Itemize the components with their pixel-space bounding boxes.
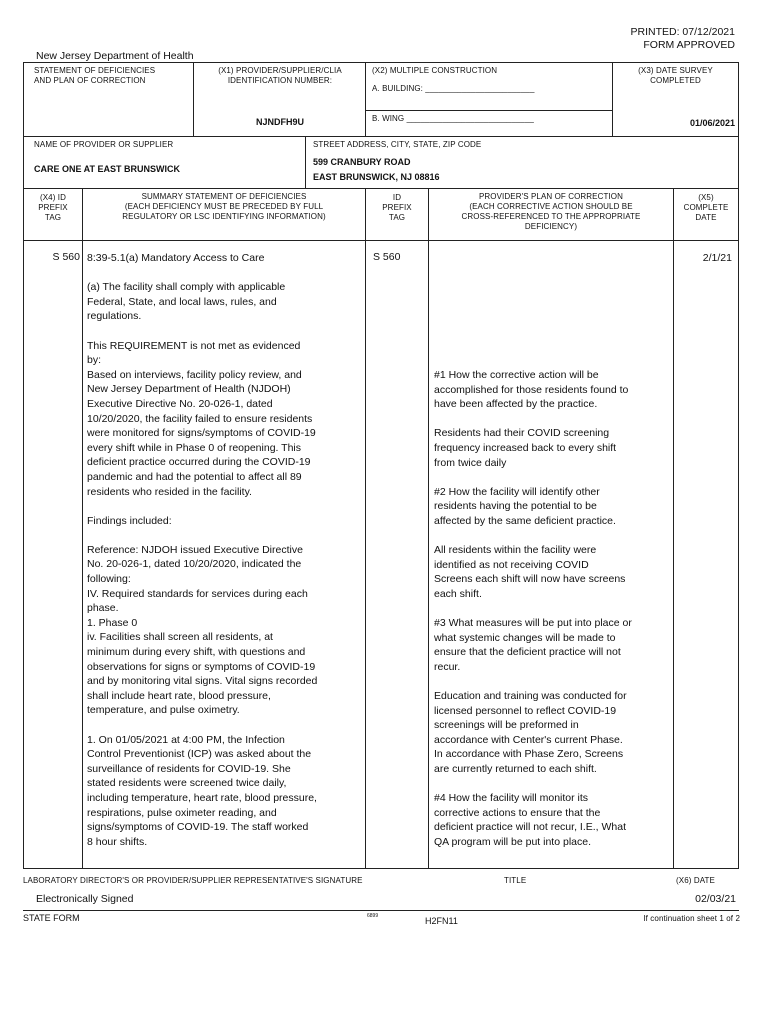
summary-line: 10/20/2020, the facility failed to ensure residents — [87, 412, 313, 425]
x1-label: (X1) PROVIDER/SUPPLIER/CLIA IDENTIFICATION NUMBER: — [218, 66, 342, 85]
plan-line: frequency increased back to every shift — [434, 441, 617, 454]
plan-line: QA program will be put into place. — [434, 836, 591, 848]
form-code: 6899 — [367, 913, 379, 919]
summary-line: every shift while in Phase 0 of reopening. This — [87, 441, 302, 454]
plan-line: #2 How the facility will identify other — [434, 485, 600, 498]
summary-line: respirations, pulse oximeter reading, and — [87, 806, 277, 819]
date-label: (X6) DATE — [676, 876, 715, 885]
summary-line: Based on interviews, facility policy review, and — [87, 368, 302, 381]
statement-label: STATEMENT OF DEFICIENCIES AND PLAN OF CORRECTION — [34, 66, 156, 85]
address-label: STREET ADDRESS, CITY, STATE, ZIP CODE — [313, 140, 482, 149]
plan-line: corrective actions to ensure that the — [434, 806, 601, 819]
form-status: FORM APPROVED — [643, 39, 735, 51]
plan-line: Residents had their COVID screening — [434, 427, 610, 440]
plan-line: recur. — [434, 660, 461, 673]
summary-header: SUMMARY STATEMENT OF DEFICIENCIES (EACH DEFICIENCY MUST BE PRECEDED BY FULL REGULATORY OR LSC IDENTIFYING INFORMATION) — [122, 192, 326, 221]
summary-line: stated residents were screened twice daily, — [87, 777, 287, 790]
summary-line: pandemic and had the potential to affect all 89 — [87, 470, 302, 483]
continuation-note: If continuation sheet 1 of 2 — [643, 914, 740, 923]
plan-line: are currently returned to each shift. — [434, 763, 597, 776]
summary-line: by: — [87, 354, 102, 367]
printed-date: PRINTED: 07/12/2021 — [630, 26, 735, 38]
summary-line: phase. — [87, 602, 119, 615]
summary-line: 1. Phase 0 — [87, 616, 138, 629]
summary-line: deficient practice occurred during the COVID-19 — [87, 456, 311, 469]
plan-line: All residents within the facility were — [434, 544, 597, 557]
summary-line: Executive Directive No. 20-026-1, dated — [87, 397, 273, 410]
summary-line: IV. Required standards for services during each — [87, 587, 308, 600]
plan-line: Screens each shift will now have screens — [434, 573, 626, 586]
tag-right: S 560 — [373, 251, 401, 263]
signature-date: 02/03/21 — [695, 893, 736, 905]
plan-line: accordance with Center's current Phase. — [434, 733, 623, 746]
plan-header: PROVIDER'S PLAN OF CORRECTION (EACH CORRECTIVE ACTION SHOULD BE CROSS-REFERENCED TO THE APPROPRIATE DEFICIENCY) — [461, 192, 641, 231]
title-label: TITLE — [504, 876, 527, 885]
summary-line: were monitored for signs/symptoms of COVID-19 — [87, 427, 316, 440]
plan-line: identified as not receiving COVID — [434, 558, 589, 571]
summary-line: temperature, and pulse oximetry. — [87, 704, 240, 717]
summary-line: Federal, State, and local laws, rules, and — [87, 295, 277, 308]
complete-date: 2/1/21 — [702, 252, 732, 264]
plan-line: have been affected by the practice. — [434, 398, 598, 411]
agency-name: New Jersey Department of Health — [36, 50, 194, 62]
summary-line: and by monitoring vital signs. Vital signs recorded — [87, 675, 318, 688]
plan-line: each shift. — [434, 587, 482, 600]
plan-line: accomplished for those residents found to — [434, 383, 629, 396]
address-line2: EAST BRUNSWICK, NJ 08816 — [313, 172, 440, 182]
plan-line: deficient practice will not recur, I.E., What — [434, 821, 626, 834]
summary-line: shall include heart rate, blood pressure, — [87, 689, 271, 702]
summary-line: residents who resided in the facility. — [87, 485, 252, 498]
x5-header: (X5) COMPLETE DATE — [683, 193, 729, 222]
plan-line: screenings will be preformed in — [434, 719, 579, 732]
summary-line: New Jersey Department of Health (NJDOH) — [87, 383, 291, 396]
x3-label: (X3) DATE SURVEY COMPLETED — [638, 66, 713, 85]
provider-name: CARE ONE AT EAST BRUNSWICK — [34, 164, 180, 174]
summary-line: 1. On 01/05/2021 at 4:00 PM, the Infection — [87, 733, 285, 746]
summary-text — [87, 251, 363, 849]
plan-line: Education and training was conducted for — [434, 690, 627, 703]
plan-text — [434, 368, 672, 850]
wing-field: B. WING ____________________________ — [372, 114, 534, 123]
summary-line: observations for signs or symptoms of COVID-19 — [87, 660, 316, 673]
summary-line: Reference: NJDOH issued Executive Directive — [87, 543, 303, 556]
summary-line: 8:39-5.1(a) Mandatory Access to Care — [87, 252, 265, 264]
plan-line: #4 How the facility will monitor its — [434, 792, 589, 805]
summary-line: including temperature, heart rate, blood pressure, — [87, 791, 317, 804]
building-field: A. BUILDING: ________________________ — [372, 84, 535, 93]
id-header: ID PREFIX TAG — [382, 193, 412, 222]
plan-line: licensed personnel to reflect COVID-19 — [434, 704, 617, 717]
plan-line: #3 What measures will be put into place or — [434, 617, 632, 630]
summary-line: 8 hour shifts. — [87, 835, 148, 848]
summary-line: No. 20-026-1, dated 10/20/2020, indicated the — [87, 558, 302, 571]
plan-line: In accordance with Phase Zero, Screens — [434, 748, 624, 761]
summary-line: Findings included: — [87, 514, 172, 527]
event-id: H2FN11 — [425, 916, 458, 926]
signature-label: LABORATORY DIRECTOR'S OR PROVIDER/SUPPLIER REPRESENTATIVE'S SIGNATURE — [23, 876, 363, 885]
summary-line: regulations. — [87, 310, 142, 323]
provider-id-value: NJNDFH9U — [255, 117, 304, 127]
summary-line: iv. Facilities shall screen all residents, at — [87, 631, 273, 644]
summary-line: minimum during every shift, with questions and — [87, 646, 306, 659]
x4-header: (X4) ID PREFIX TAG — [38, 193, 68, 222]
address-line1: 599 CRANBURY ROAD — [313, 157, 411, 167]
plan-line: residents having the potential to be — [434, 500, 597, 513]
provider-name-label: NAME OF PROVIDER OR SUPPLIER — [34, 140, 174, 149]
x2-label: (X2) MULTIPLE CONSTRUCTION — [372, 66, 498, 75]
signature-value: Electronically Signed — [36, 893, 134, 905]
plan-line: ensure that the deficient practice will not — [434, 646, 621, 659]
summary-line: following: — [87, 573, 131, 586]
plan-line: from twice daily — [434, 456, 507, 469]
plan-line: affected by the same deficient practice. — [434, 514, 616, 527]
plan-line: what systemic changes will be made to — [434, 631, 616, 644]
plan-line: #1 How the corrective action will be — [434, 369, 599, 381]
form-name: STATE FORM — [23, 913, 80, 923]
summary-line: (a) The facility shall comply with applicable — [87, 281, 286, 294]
summary-line: surveillance of residents for COVID-19. She — [87, 762, 291, 775]
tag-left: S 560 — [52, 251, 80, 263]
summary-line: Control Preventionist (ICP) was asked about the — [87, 748, 312, 761]
survey-date-value: 01/06/2021 — [689, 118, 735, 128]
summary-line: This REQUIREMENT is not met as evidenced — [87, 339, 301, 352]
summary-line: signs/symptoms of COVID-19. The staff worked — [87, 821, 309, 834]
